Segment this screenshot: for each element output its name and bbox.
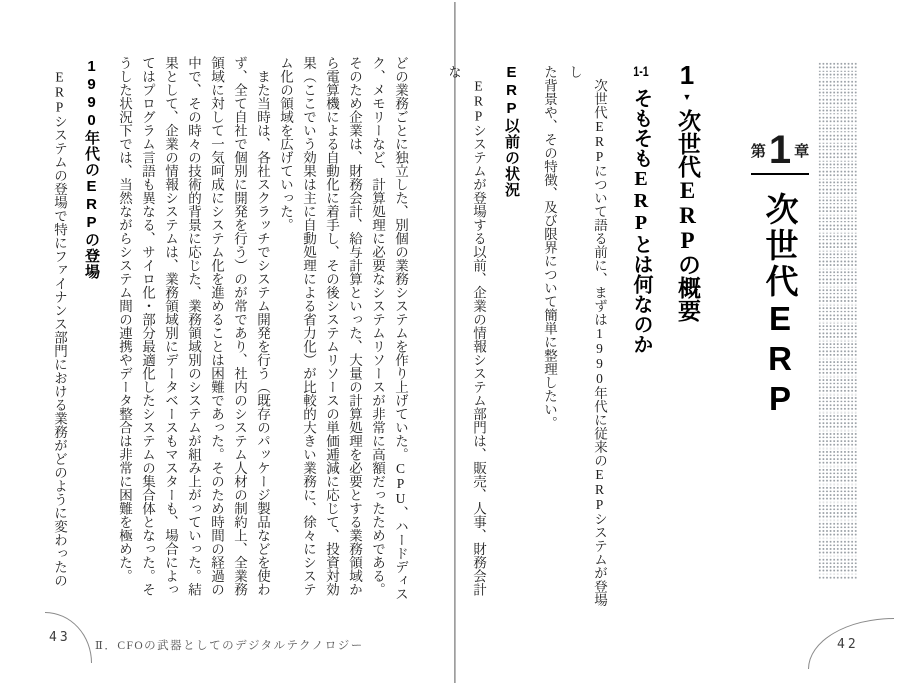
text-line: 果（ここでいう効果は主に自動処理による省力化）が比較的大きい業務に、徐々にシステ [301,56,316,596]
section-heading-number: 1 [672,60,702,90]
chapter-title-block [742,130,818,420]
section-heading [672,60,702,608]
right-page-text [446,52,702,608]
text-line: どの業務ごとに独立した、別個の業務システムを作り上げていた。CPU、ハードディス [393,56,408,601]
run-in-heading: 1990年代のERPの登場 [83,58,100,280]
chapter-number: 1 [768,128,792,172]
paragraph [441,65,491,608]
paragraph [113,56,274,601]
text-line: てはプログラム言語も異なる、サイロ化・部分最適化したシステムの集合体となった。そ [140,56,155,596]
sub-heading-text: そもそもERPとは何なのか [630,88,652,354]
paragraph [48,56,71,601]
triangle-marker-icon: ▼ [682,92,692,102]
sub-heading-number: 1-1 [633,64,649,78]
running-footer-title: Ⅱ．CFOの武器としてのデジタルテクノロジー [95,640,364,652]
left-page-text [42,56,412,601]
text-line: ク、メモリーなど、計算処理に必要なシステムリソースが非常に高額だったためである。 [370,56,385,596]
text-line: 次世代ERPについて語る前に、まずは1990年代に従来のERPシステムが登場し [567,65,607,607]
text-line: ム化の領域を広げていった。 [278,56,293,232]
text-line: ず、全て自社で個別に開発を行う）のが常であり、社内のシステム人材の制約上、全業務 [232,56,247,596]
paragraph [274,56,412,601]
section-heading-text: 次世代ERPの概要 [675,109,700,322]
text-line: うした状況下では、当然ながらシステム間の連携やデータ整合は非常に困難を極めた。 [117,56,132,583]
text-line: そのため企業は、財務会計、給与計算といった、大量の計算処理を必要とする業務領域か [347,56,362,596]
text-line: 中で、その時々の技術的背景に応じた、業務領域別のシステムが組み上がっていった。結 [186,56,201,596]
sub-heading [628,64,654,608]
text-line: ら電算機による自動化に着手し、その後システムリソースの単価逓減に応じて、投資対効 [324,56,339,596]
run-in-heading: ERP以前の状況 [503,64,520,198]
chapter-label-post: 章 [794,143,810,160]
text-line: 果として、企業の情報システムは、業務領域別にデータベースもマスターも、場合によっ [163,56,178,596]
text-line: ERPシステムが登場する以前、企業の情報システム部門は、販売、人事、財務会計な [446,65,486,596]
text-line: また当時は、各社スクラッチでシステム開発を行う（既存のパッケージ製品などを使わ [255,56,270,596]
halftone-dot-band [818,62,858,580]
page-number-left: 43 [49,630,71,645]
chapter-underline [751,173,809,175]
chapter-label-pre: 第 [750,143,766,160]
paragraph [537,65,612,608]
text-line: た背景や、その特徴、及び限界について簡単に整理したい。 [542,65,557,430]
text-line: 領域に対して一気呵成にシステム化を進めることは困難であった。そのため時間の経過の [209,56,224,596]
page-number-right: 42 [837,637,859,652]
chapter-label [742,130,818,170]
text-line: ERPシステムの登場で特にファイナンス部門における業務がどのように変わったの [52,56,67,587]
chapter-title: 次世代ERP [761,192,799,420]
